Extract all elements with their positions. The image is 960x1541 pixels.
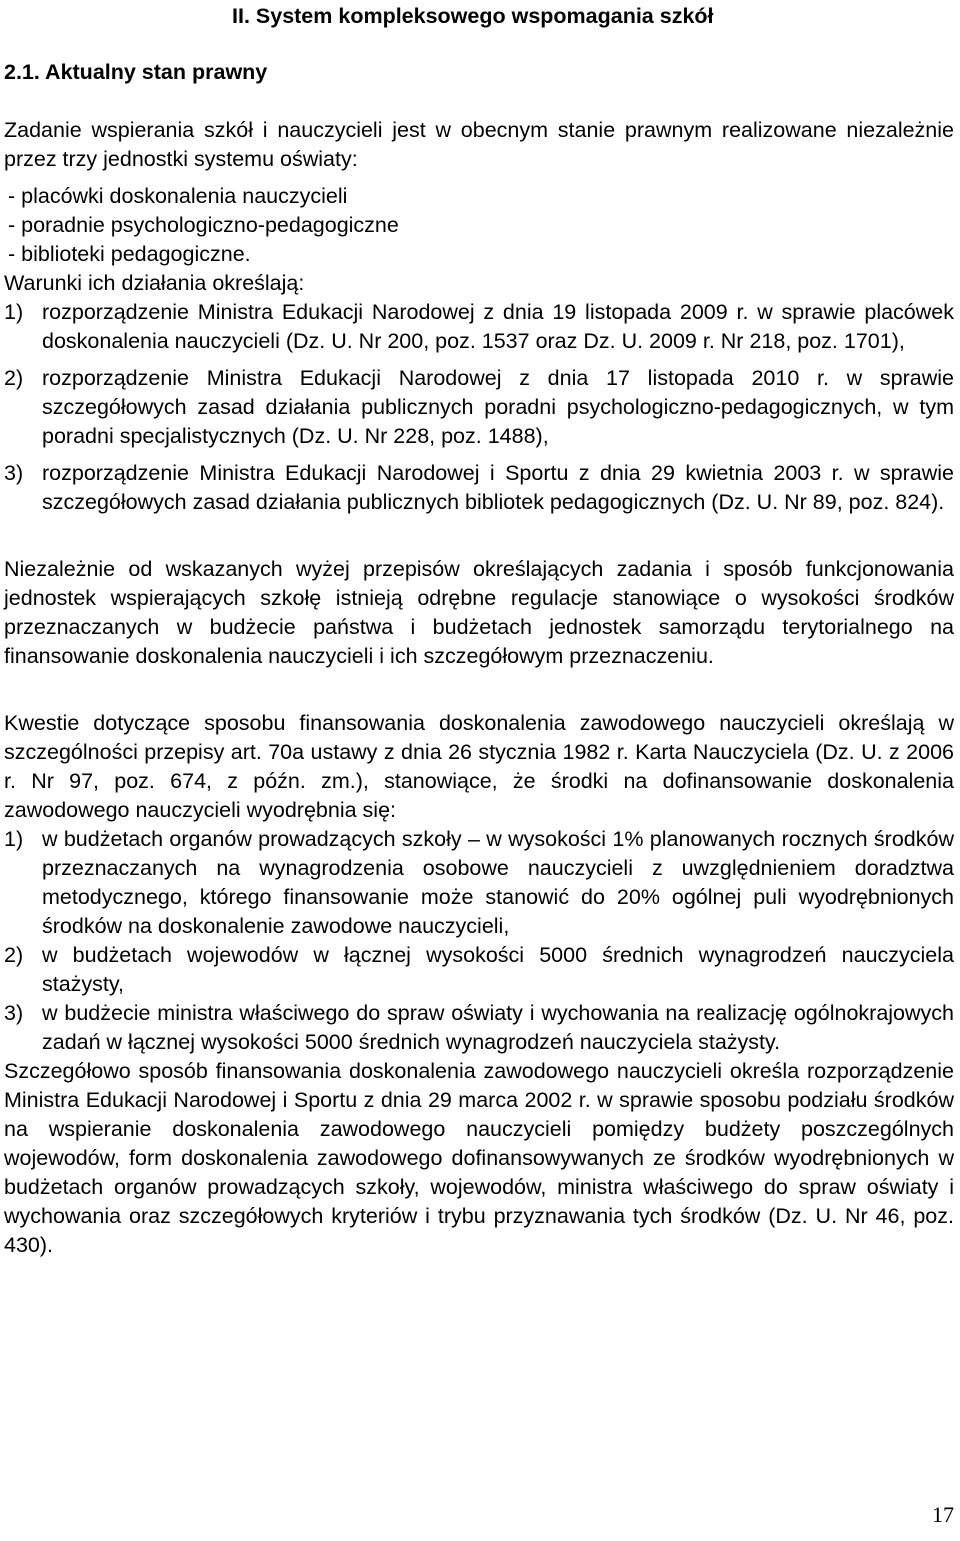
funding-number: 3) <box>4 1001 24 1025</box>
section-title: 2.1. Aktualny stan prawny <box>4 60 268 84</box>
funding-text: w budżecie ministra właściwego do spraw oświaty i wychowania na realizację ogólnokrajowych zadań w łącznej wysokości 5000 średnich wynagrodzeń nauczyciela stażysty. <box>42 1001 954 1054</box>
regulation-number: 3) <box>4 461 24 485</box>
unit-item: - placówki doskonalenia nauczycieli <box>8 184 348 208</box>
regulation-number: 1) <box>4 300 24 324</box>
unit-item: - biblioteki pedagogiczne. <box>8 242 251 266</box>
funding-item <box>4 825 954 941</box>
paragraph-4: Szczegółowo sposób finansowania doskonalenia zawodowego nauczycieli określa rozporządzenie Ministra Edukacji Narodowej i Sportu z dnia 29 marca 2002 r. w sprawie sposobu podziału środków na wspieranie doskonalenia zawodowego nauczycieli pomiędzy budżety poszczególnych wojewodów, form doskonalenia zawodowego dofinansowywanych ze środków wyodrębnionych w budżetach organów prowadzących szkoły, wojewodów, ministra właściwego do spraw oświaty i wychowania oraz szczegółowych kryteriów i trybu przyznawania tych środków (Dz. U. Nr 46, poz. 430). <box>4 1059 954 1257</box>
regulation-number: 2) <box>4 366 24 390</box>
chapter-title: II. System kompleksowego wspomagania szkół <box>232 4 714 28</box>
paragraph-2: Niezależnie od wskazanych wyżej przepisów określających zadania i sposób funkcjonowania jednostek wspierających szkołę istnieją odrębne regulacje stanowiące o wysokości środków przeznaczanych w budżecie państwa i budżetach jednostek samorządu terytorialnego na finansowanie doskonalenia nauczycieli i ich szczegółowym przeznaczeniu. <box>4 557 954 668</box>
regulation-text: rozporządzenie Ministra Edukacji Narodowej z dnia 19 listopada 2009 r. w sprawie placówek doskonalenia nauczycieli (Dz. U. Nr 200, poz. 1537 oraz Dz. U. 2009 r. Nr 218, poz. 1701), <box>42 300 954 353</box>
funding-item <box>4 999 954 1057</box>
regulation-item <box>4 364 954 451</box>
document-body <box>4 116 954 1260</box>
paragraph-3: Kwestie dotyczące sposobu finansowania doskonalenia zawodowego nauczycieli określają w szczególności przepisy art. 70a ustawy z dnia 26 stycznia 1982 r. Karta Nauczyciela (Dz. U. z 2006 r. Nr 97, poz. 674, z późn. zm.), stanowiące, że środki na dofinansowanie doskonalenia zawodowego nauczycieli wyodrębnia się: <box>4 711 954 822</box>
regulation-item <box>4 459 954 517</box>
funding-text: w budżetach wojewodów w łącznej wysokości 5000 średnich wynagrodzeń nauczyciela stażysty, <box>42 943 954 996</box>
regulation-item <box>4 298 954 356</box>
funding-number: 2) <box>4 943 24 967</box>
page-number: 17 <box>932 1502 954 1527</box>
regulation-text: rozporządzenie Ministra Edukacji Narodowej z dnia 17 listopada 2010 r. w sprawie szczegółowych zasad działania publicznych poradni psychologiczno-pedagogicznych, w tym poradni specjalistycznych (Dz. U. Nr 228, poz. 1488), <box>42 366 954 448</box>
funding-item <box>4 941 954 999</box>
intro-paragraph: Zadanie wspierania szkół i nauczycieli jest w obecnym stanie prawnym realizowane niezależnie przez trzy jednostki systemu oświaty: <box>4 118 954 171</box>
unit-item: - poradnie psychologiczno-pedagogiczne <box>8 213 399 237</box>
funding-number: 1) <box>4 827 24 851</box>
regulation-text: rozporządzenie Ministra Edukacji Narodowej i Sportu z dnia 29 kwietnia 2003 r. w sprawie szczegółowych zasad działania publicznych bibliotek pedagogicznych (Dz. U. Nr 89, poz. 824). <box>42 461 954 514</box>
funding-text: w budżetach organów prowadzących szkoły – w wysokości 1% planowanych rocznych środków przeznaczanych na wynagrodzenia osobowe nauczycieli z uwzględnieniem doradztwa metodycznego, którego finansowanie może stanowić do 20% ogólnej puli wyodrębnionych środków na doskonalenie zawodowe nauczycieli, <box>42 827 954 938</box>
conditions-intro: Warunki ich działania określają: <box>4 271 305 295</box>
